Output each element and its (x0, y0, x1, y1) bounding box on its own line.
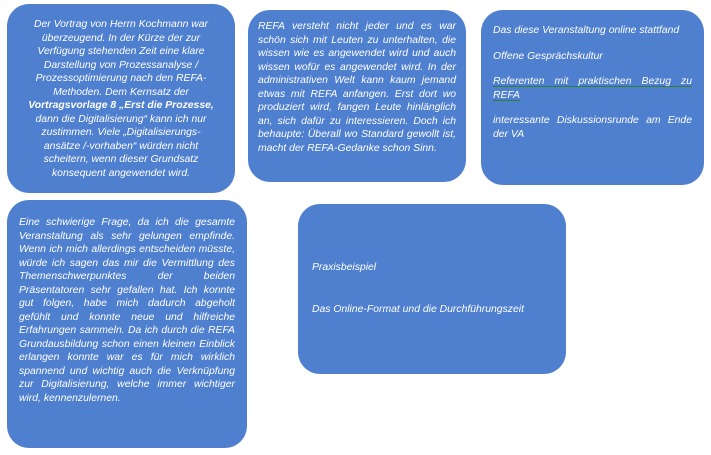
card-text: Eine schwierige Frage, da ich die gesamte Veranstaltung als sehr gelungen empfinde. Wenn ich mich allerdings entscheiden müsste, würde ich sagen das mir die Vermittlung des Themenschwerpunktes der beiden Präsentatoren sehr gefallen hat. Ich konnte gut folgen, habe mich dadurch abgeholt gefühlt und konnte neue und hilfreiche Erfahrungen sammeln. Da ich durch die REFA Grundausbildung schon einen kleinen Einblick erlangen konnte war es für mich wirklich spannend und wichtig auch die Verknüpfung zur Digitalisierung, welche immer wichtiger wird, kennenzulernen. (19, 217, 235, 404)
card-line: Methoden. Dem Kernsatz der (53, 86, 189, 98)
card-line: scheitern, wenn dieser Grundsatz (43, 154, 199, 166)
suggestion-item: Das Online-Format und die Durchführungszeit (312, 303, 524, 315)
card-line: Darstellung von Prozessanalyse / (43, 59, 199, 71)
feedback-card-refa (248, 10, 466, 182)
card-line: konsequent angewendet wird. (51, 167, 191, 179)
feedback-card-presentation (7, 4, 235, 193)
card-line: zustimmen. Viele „Digitalisierungs- (41, 127, 201, 139)
card-line: überzeugend. In der Kürze der zur (41, 32, 201, 44)
highlight-item: Referenten mit praktischen Bezug zu REFA (493, 76, 692, 101)
highlight-item: interessante Diskussionsrunde am Ende der VA (493, 115, 692, 140)
card-line: ansätze /-vorhaben“ würden nicht (43, 140, 199, 152)
highlight-item: Offene Gesprächskultur (493, 50, 603, 62)
card-line: dann die Digitalisierung“ kann ich nur (35, 113, 207, 125)
card-line: Verfügung stehenden Zeit eine klare (37, 46, 205, 58)
card-line: Der Vortrag von Herrn Kochmann war (33, 19, 209, 30)
suggestion-item: Praxisbeispiel (312, 262, 377, 273)
highlight-item: Das diese Veranstaltung online stattfand (493, 25, 680, 36)
card-text: REFA versteht nicht jeder und es war schön sich mit Leuten zu unterhalten, die wissen wie es angewendet wird und auch wissen wofür es angewendet wird. In der administrativen Welt kann kaum jemand etwas mit REFA anfangen. Erst dort wo produziert wird, fangen Leute hinlänglich an, sich dafür zu interessieren. Doch ich behaupte: Überall wo Standard gewollt ist, macht der REFA-Gedanke schon Sinn. (258, 21, 456, 154)
card-line: Vortragsvorlage 8 „Erst die Prozesse, (28, 100, 214, 112)
feedback-card-highlights (481, 10, 704, 185)
card-line: Prozessoptimierung nach den REFA- (35, 73, 207, 85)
feedback-card-favorite (7, 200, 247, 448)
feedback-card-suggestions (298, 204, 566, 374)
